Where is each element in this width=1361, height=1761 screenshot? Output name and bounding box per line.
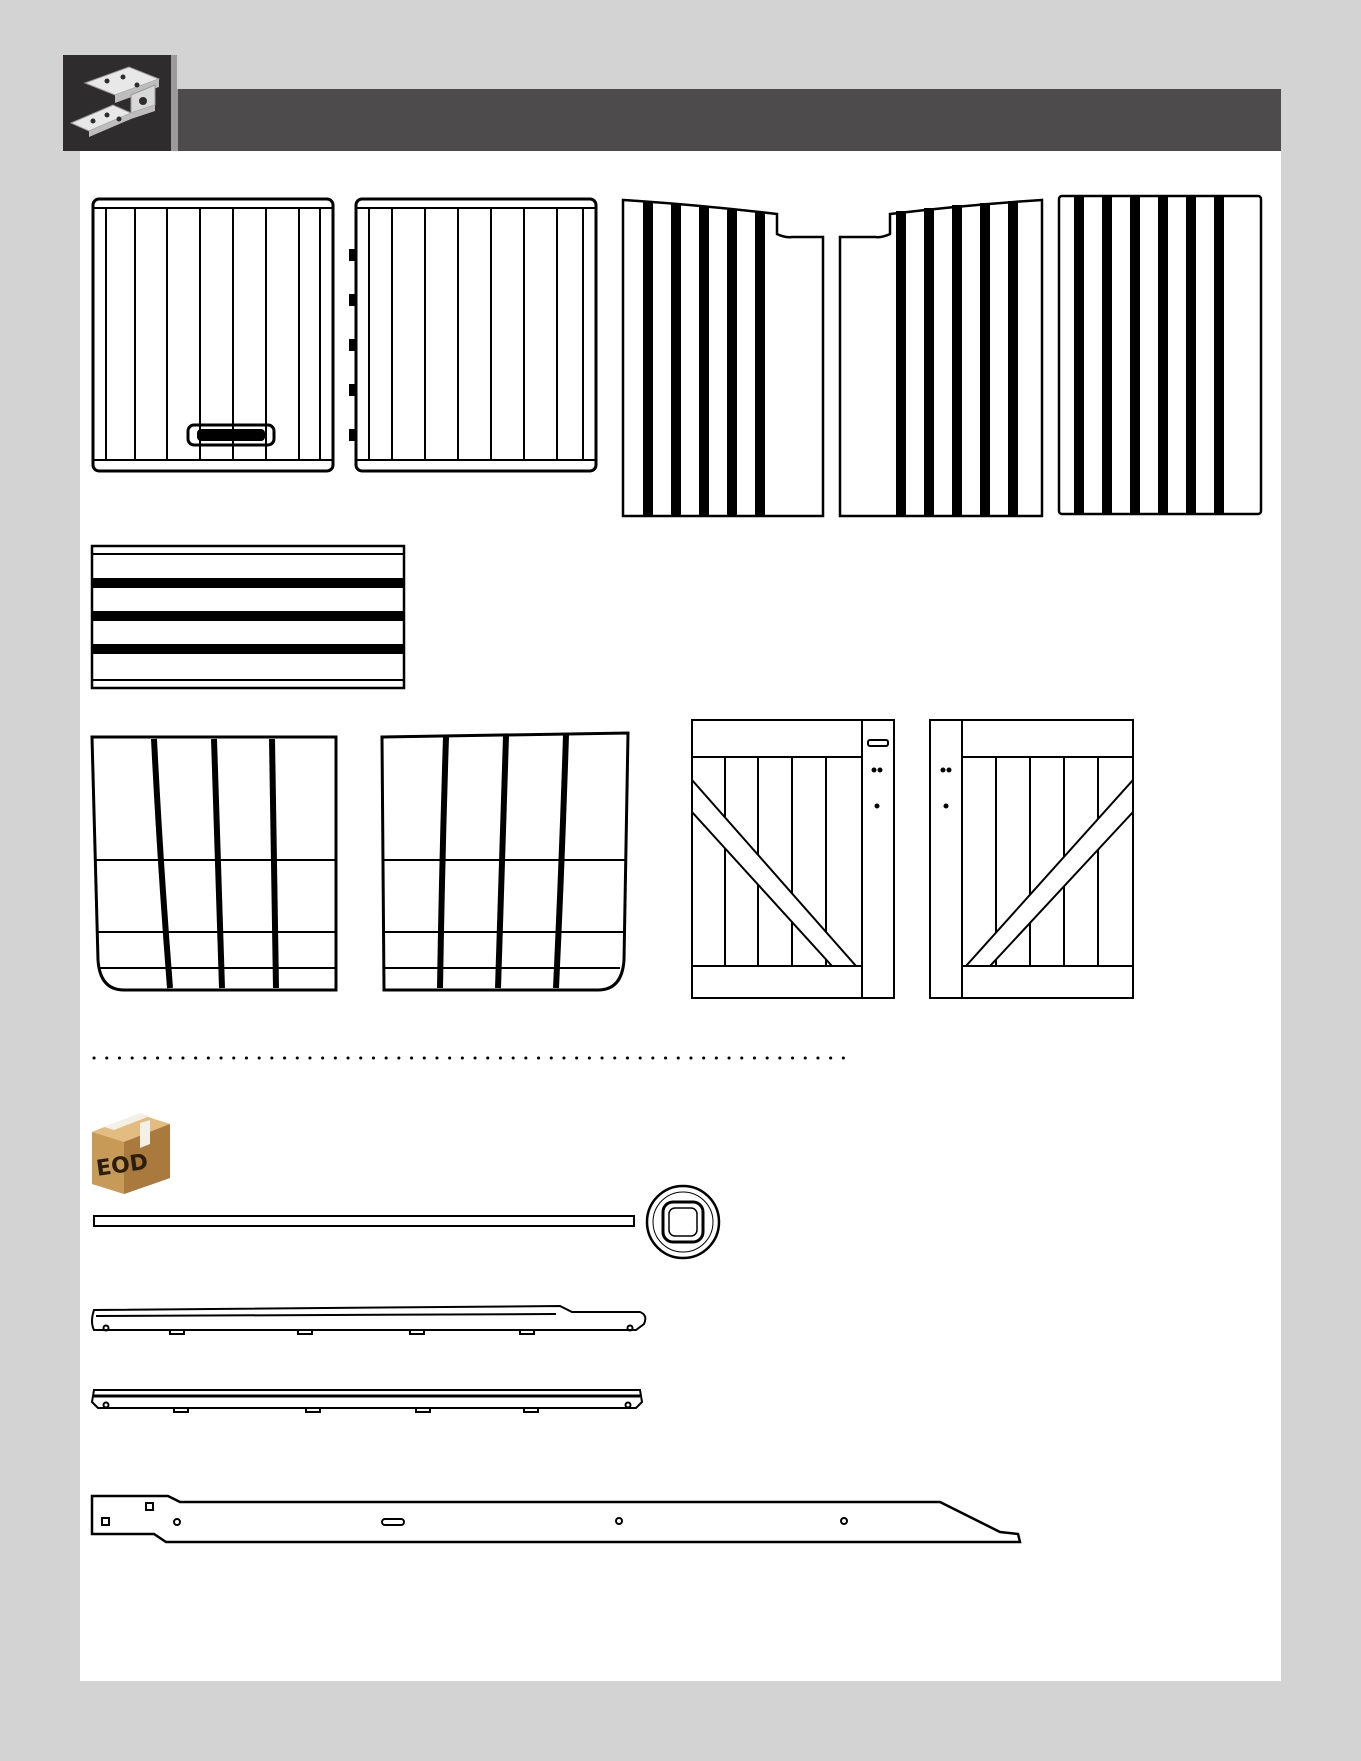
front-wall-panel-with-handle bbox=[93, 199, 333, 471]
box-label: EOD bbox=[94, 1149, 150, 1182]
door-panel-right bbox=[930, 720, 1133, 998]
horizontal-panel bbox=[92, 546, 404, 688]
gable-wall-panel-right bbox=[840, 200, 1042, 516]
side-wall-panel bbox=[350, 199, 596, 471]
bottom-rail bbox=[92, 1390, 642, 1412]
curved-roof-panel-left bbox=[92, 737, 336, 990]
top-rail-with-notch bbox=[92, 1306, 645, 1334]
cardboard-box-icon bbox=[92, 1113, 170, 1194]
curved-roof-panel-right bbox=[382, 733, 628, 990]
door-panel-left bbox=[692, 720, 894, 998]
long-strap-bracket bbox=[92, 1496, 1020, 1542]
gable-wall-panel-left bbox=[623, 200, 823, 516]
square-tube-rod bbox=[94, 1186, 719, 1258]
tall-wall-panel bbox=[1059, 196, 1261, 514]
